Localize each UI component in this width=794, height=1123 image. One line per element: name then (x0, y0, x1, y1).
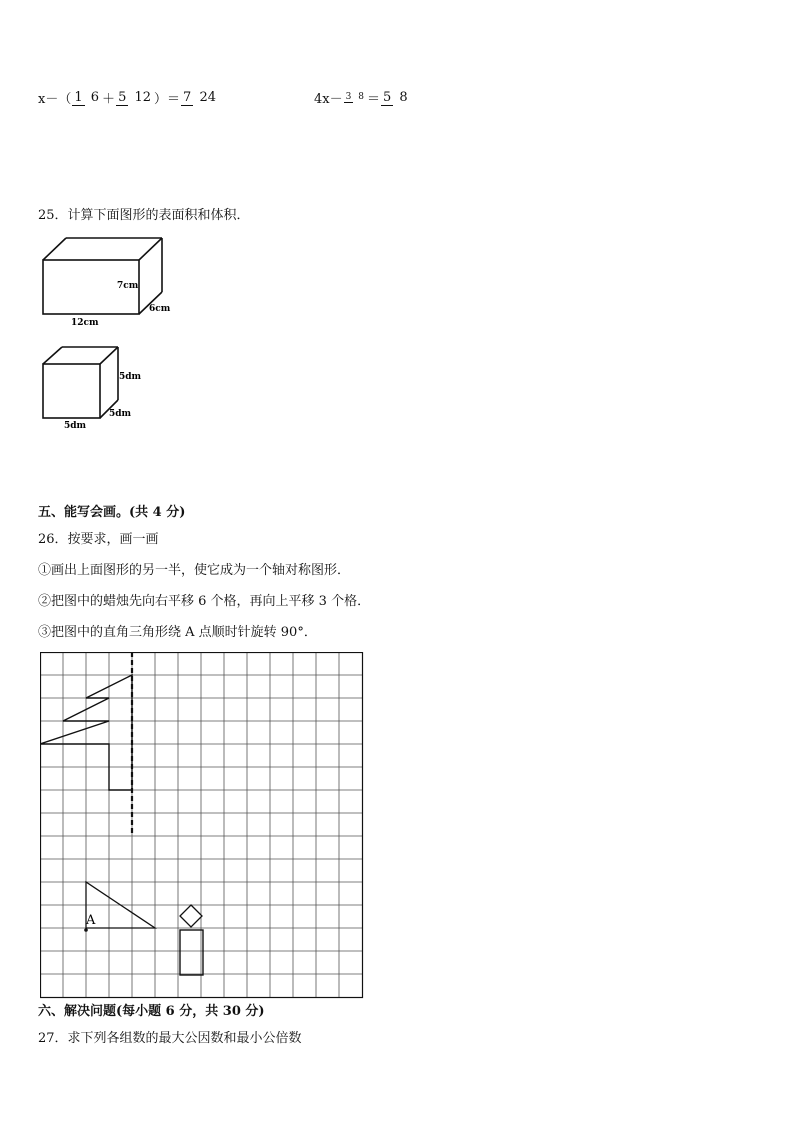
eq1-fraction-2: 5 12 (118, 89, 152, 105)
eq2-result: 5 8 (382, 89, 408, 105)
eq1-result: 7 24 (183, 89, 217, 105)
cube-height-label: 5dm (119, 372, 142, 382)
cuboid-height-label: 7cm (117, 281, 139, 291)
eq1-plus: ＋ (102, 92, 116, 107)
equation-1 (38, 88, 219, 107)
q26-item-2: ②把图中的蜡烛先向右平移 6 个格，再向上平移 3 个格． (38, 594, 371, 609)
q26-item-3: ③把图中的直角三角形绕 A 点顺时针旋转 90°． (38, 625, 317, 640)
drawing-grid (40, 652, 366, 1000)
candle-body (180, 930, 203, 975)
section6-title: 六、解决问题(每小题 6 分，共 30 分) (38, 1004, 265, 1019)
eq2-equals: ＝ (366, 92, 380, 107)
point-a (84, 928, 88, 932)
grid-border (41, 653, 363, 998)
cube-figure (38, 342, 158, 434)
eq2-prefix: 4x－ (314, 92, 343, 107)
eq1-prefix: x－（ (38, 92, 72, 107)
cube-length-label: 5dm (64, 421, 87, 431)
eq2-fraction-1: 3 8 (345, 92, 364, 102)
q26-item-1: ①画出上面图形的另一半，使它成为一个轴对称图形． (38, 563, 351, 578)
equation-2 (314, 88, 411, 107)
eq1-fraction-1: 1 6 (74, 89, 100, 105)
cuboid-depth-label: 6cm (149, 304, 171, 314)
section5-title: 五、能写会画。(共 4 分) (38, 505, 186, 520)
point-a-label: A (86, 913, 96, 928)
cube-depth-label: 5dm (109, 409, 132, 419)
q27-text: 27．求下列各组数的最大公因数和最小公倍数 (38, 1031, 302, 1046)
cuboid-figure (38, 232, 188, 332)
q25-text: 25．计算下面图形的表面积和体积． (38, 208, 250, 223)
cuboid-edges (43, 238, 162, 314)
eq1-close: ）＝ (154, 92, 181, 107)
q26-text: 26．按要求，画一画 (38, 532, 159, 547)
cube-edges (43, 347, 118, 418)
grid-lines (40, 652, 362, 997)
cuboid-length-label: 12cm (71, 318, 99, 328)
candle-flame (180, 905, 202, 927)
